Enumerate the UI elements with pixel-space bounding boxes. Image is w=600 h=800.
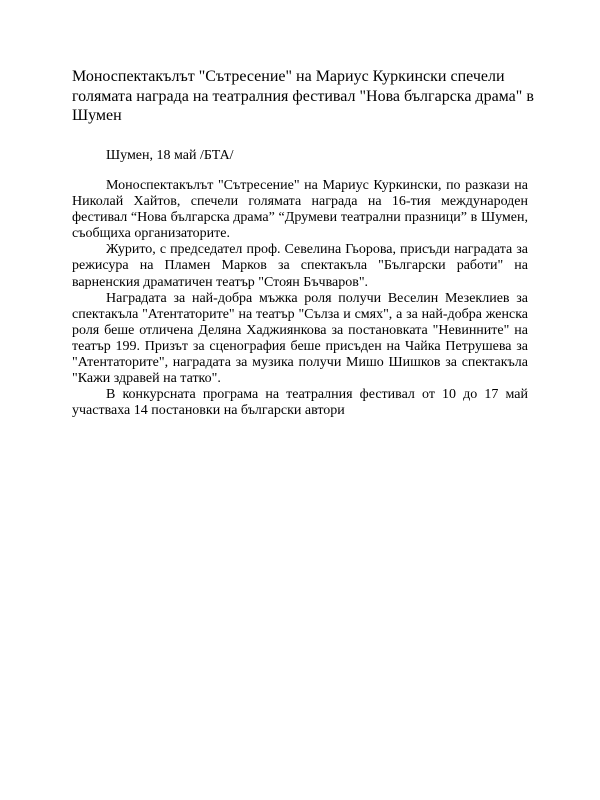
- paragraph: Моноспектакълът "Сътресение" на Мариус Куркински, по разкази на Николай Хайтов, спечели голямата награда на 16-тия международен фестивал “Нова българска драма” “Друмеви театрални празници” в Шумен, съобщиха организаторите.: [72, 178, 528, 242]
- article-body: [72, 178, 528, 419]
- article-title: Моноспектакълът "Сътресение" на Мариус Куркински спечели голямата награда на театралния фестивал "Нова българска драма" в Шумен: [72, 68, 534, 125]
- paragraph: В конкурсната програма на театралния фестивал от 10 до 17 май участваха 14 постановки на български автори: [72, 387, 528, 419]
- paragraph: Наградата за най-добра мъжка роля получи Веселин Мезеклиев за спектакъла "Атентаторите" на театър "Сълза и смях", а за най-добра женска роля беше отличена Деляна Хаджиянкова за постановката "Невинните" на театър 199. Призът за сценография беше присъден на Чайка Петрушева за "Атентаторите", наградата за музика получи Мишо Шишков за спектакъла "Кажи здравей на татко".: [72, 290, 528, 387]
- dateline: Шумен, 18 май /БТА/: [106, 148, 234, 163]
- paragraph: Журито, с председател проф. Севелина Гьорова, присъди наградата за режисура на Пламен Марков за спектакъла "Български работи" на варненския драматичен театър "Стоян Бъчваров".: [72, 242, 528, 290]
